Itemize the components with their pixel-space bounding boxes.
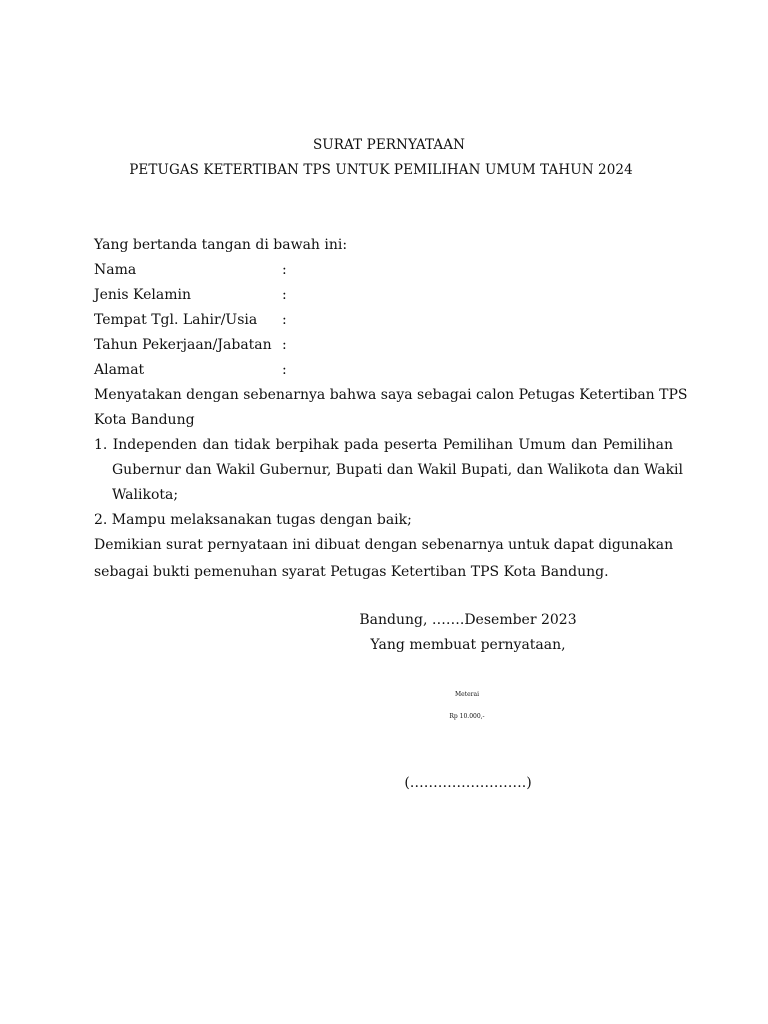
item-1-line-3: Walikota; xyxy=(112,487,179,503)
field-colon-jenis-kelamin: : xyxy=(282,287,287,303)
meterai-value: Rp 10.000,- xyxy=(449,713,485,720)
signature-placeholder: (…………………….) xyxy=(404,775,532,791)
meterai-label: Meterai xyxy=(454,691,480,698)
field-label-alamat: Alamat xyxy=(94,362,145,378)
signer-label: Yang membuat pernyataan, xyxy=(370,637,566,653)
closing-line-1: Demikian surat pernyataan ini dibuat dengan sebenarnya untuk dapat digunakan xyxy=(94,537,674,553)
document-subtitle: PETUGAS KETERTIBAN TPS UNTUK PEMILIHAN UMUM TAHUN 2024 xyxy=(129,162,633,178)
field-label-tempat-tgl-lahir: Tempat Tgl. Lahir/Usia xyxy=(94,312,258,328)
statement-line-1: Menyatakan dengan sebenarnya bahwa saya sebagai calon Petugas Ketertiban TPS xyxy=(94,387,688,403)
field-label-jenis-kelamin: Jenis Kelamin xyxy=(94,287,191,303)
closing-line-2: sebagai bukti pemenuhan syarat Petugas Ketertiban TPS Kota Bandung. xyxy=(94,564,609,580)
field-colon-alamat: : xyxy=(282,362,287,378)
item-1-line-1: 1. Independen dan tidak berpihak pada peserta Pemilihan Umum dan Pemilihan xyxy=(94,437,673,453)
item-2: 2. Mampu melaksanakan tugas dengan baik; xyxy=(94,512,412,528)
field-colon-nama: : xyxy=(282,262,287,278)
field-label-pekerjaan: Tahun Pekerjaan/Jabatan xyxy=(94,337,272,353)
item-1-line-2: Gubernur dan Wakil Gubernur, Bupati dan Wakil Bupati, dan Walikota dan Wakil xyxy=(112,462,684,478)
field-colon-tempat-tgl-lahir: : xyxy=(282,312,287,328)
place-date: Bandung, …….Desember 2023 xyxy=(359,612,577,628)
document-title: SURAT PERNYATAAN xyxy=(312,137,466,153)
field-colon-pekerjaan: : xyxy=(282,337,287,353)
intro-text: Yang bertanda tangan di bawah ini: xyxy=(94,237,348,253)
statement-line-2: Kota Bandung xyxy=(94,412,195,428)
field-label-nama: Nama xyxy=(94,262,137,278)
